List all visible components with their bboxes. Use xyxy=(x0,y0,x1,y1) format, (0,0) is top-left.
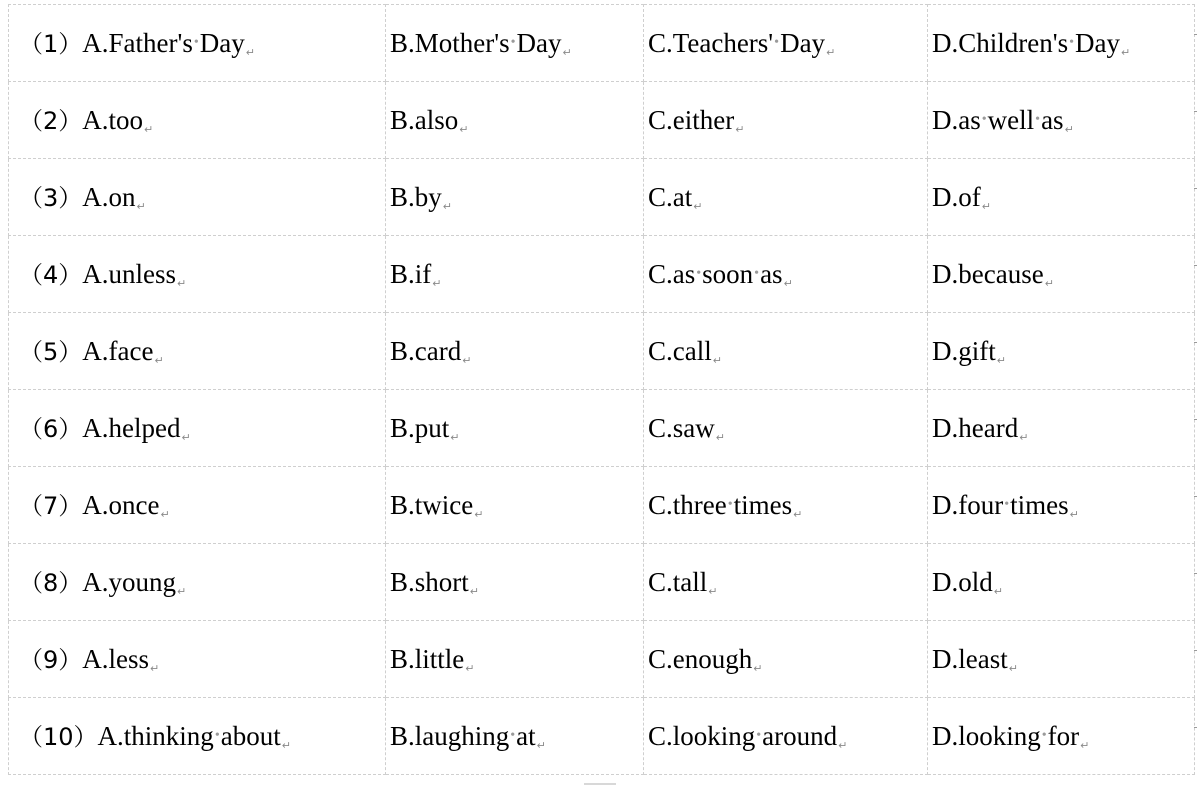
paragraph-mark-icon: ↵ xyxy=(793,507,803,521)
space-mark-icon: • xyxy=(1004,496,1010,512)
paragraph-mark-icon: ↵ xyxy=(432,276,442,290)
option-cell xyxy=(9,236,386,313)
option-text: A.helped xyxy=(82,412,181,443)
paragraph-mark-icon: ↵ xyxy=(1069,507,1079,521)
paragraph-mark-icon: ↵ xyxy=(708,584,718,598)
option-text: B.laughing•at xyxy=(390,720,536,751)
option-cell xyxy=(9,621,386,698)
option-text: D.of xyxy=(932,181,981,212)
space-mark-icon: • xyxy=(1041,727,1047,743)
paragraph-mark-icon: ↵ xyxy=(981,199,991,213)
paragraph-mark-icon: ↵ xyxy=(1008,661,1018,675)
question-row xyxy=(9,621,1195,698)
option-text: A.once xyxy=(82,489,160,520)
paragraph-mark-icon: ↵ xyxy=(177,584,187,598)
option-cell xyxy=(928,698,1195,775)
paragraph-mark-icon: ↵ xyxy=(154,353,164,367)
option-cell xyxy=(644,5,928,82)
option-cell xyxy=(9,467,386,544)
option-text: B.also xyxy=(390,104,459,135)
option-text: B.short xyxy=(390,566,469,597)
paragraph-mark-icon: ↵ xyxy=(826,45,836,59)
paragraph-mark-icon: ↵ xyxy=(150,661,160,675)
option-text: B.Mother's•Day xyxy=(390,27,562,58)
option-text: C.tall xyxy=(648,566,708,597)
option-text: D.looking•for xyxy=(932,720,1080,751)
option-cell xyxy=(9,159,386,236)
question-row xyxy=(9,698,1195,775)
space-mark-icon: • xyxy=(756,727,762,743)
question-row xyxy=(9,467,1195,544)
option-text: B.little xyxy=(390,643,465,674)
paragraph-mark-icon: ↵ xyxy=(245,45,255,59)
option-cell xyxy=(386,313,644,390)
option-cell xyxy=(9,544,386,621)
paragraph-mark-icon: ↵ xyxy=(715,430,725,444)
paragraph-mark-icon: ↵ xyxy=(1064,122,1074,136)
paragraph-mark-icon: ↵ xyxy=(536,738,546,752)
space-mark-icon: • xyxy=(510,727,516,743)
paragraph-mark-icon: ↵ xyxy=(693,199,703,213)
space-mark-icon: • xyxy=(1035,111,1041,127)
space-mark-icon: • xyxy=(981,111,987,127)
paragraph-mark-icon: ↵ xyxy=(474,507,484,521)
options-table xyxy=(8,4,1195,775)
paragraph-mark-icon: ↵ xyxy=(281,738,291,752)
paragraph-mark-icon: ↵ xyxy=(712,353,722,367)
paragraph-mark-icon: ↵ xyxy=(462,353,472,367)
question-number: （10） xyxy=(19,722,98,751)
question-number: （1） xyxy=(19,29,83,58)
option-cell xyxy=(9,5,386,82)
paragraph-mark-icon: ↵ xyxy=(442,199,452,213)
space-mark-icon: • xyxy=(727,496,733,512)
option-cell xyxy=(928,621,1195,698)
option-text: A.unless xyxy=(82,258,177,289)
paragraph-mark-icon: ↵ xyxy=(160,507,170,521)
question-row xyxy=(9,313,1195,390)
paragraph-mark-icon: ↵ xyxy=(735,122,745,136)
question-number: （5） xyxy=(19,337,83,366)
option-text: C.saw xyxy=(648,412,715,443)
option-cell xyxy=(9,390,386,467)
option-text: D.gift xyxy=(932,335,996,366)
question-number: （9） xyxy=(19,645,83,674)
space-mark-icon: • xyxy=(193,34,199,50)
question-row xyxy=(9,159,1195,236)
option-text: D.because xyxy=(932,258,1044,289)
paragraph-mark-icon: ↵ xyxy=(783,276,793,290)
option-text: D.heard xyxy=(932,412,1019,443)
option-text: B.twice xyxy=(390,489,474,520)
option-text: D.old xyxy=(932,566,993,597)
option-text: C.at xyxy=(648,181,693,212)
option-text: D.four•times xyxy=(932,489,1069,520)
question-number: （2） xyxy=(19,106,83,135)
option-cell xyxy=(928,159,1195,236)
space-mark-icon: • xyxy=(510,34,516,50)
option-cell xyxy=(386,390,644,467)
option-cell xyxy=(386,621,644,698)
option-text: A.thinking•about xyxy=(97,720,281,751)
option-cell xyxy=(644,467,928,544)
option-cell xyxy=(928,5,1195,82)
option-cell xyxy=(386,82,644,159)
paragraph-mark-icon: ↵ xyxy=(993,584,1003,598)
option-cell xyxy=(9,313,386,390)
question-row xyxy=(9,390,1195,467)
option-text: C.Teachers'•Day xyxy=(648,27,826,58)
question-number: （6） xyxy=(19,414,83,443)
document-page xyxy=(8,4,1194,775)
option-cell xyxy=(386,698,644,775)
option-cell xyxy=(928,236,1195,313)
option-cell xyxy=(386,467,644,544)
question-row xyxy=(9,236,1195,313)
question-number: （3） xyxy=(19,183,83,212)
option-text: A.less xyxy=(82,643,150,674)
paragraph-mark-icon: ↵ xyxy=(1121,45,1131,59)
option-cell xyxy=(644,544,928,621)
option-text: C.call xyxy=(648,335,712,366)
question-number: （4） xyxy=(19,260,83,289)
space-mark-icon: • xyxy=(774,34,780,50)
option-cell xyxy=(386,159,644,236)
option-cell xyxy=(928,544,1195,621)
option-text: A.face xyxy=(82,335,154,366)
option-text: D.least xyxy=(932,643,1008,674)
option-text: A.on xyxy=(82,181,136,212)
option-cell xyxy=(928,313,1195,390)
option-text: C.either xyxy=(648,104,735,135)
option-text: B.by xyxy=(390,181,442,212)
option-cell xyxy=(644,82,928,159)
option-cell xyxy=(928,467,1195,544)
option-cell xyxy=(928,82,1195,159)
option-text: B.card xyxy=(390,335,462,366)
paragraph-mark-icon: ↵ xyxy=(136,199,146,213)
paragraph-mark-icon: ↵ xyxy=(1044,276,1054,290)
option-text: C.as•soon•as xyxy=(648,258,783,289)
option-text: C.looking•around xyxy=(648,720,838,751)
option-text: D.as•well•as xyxy=(932,104,1064,135)
space-mark-icon: • xyxy=(214,727,220,743)
options-table-body xyxy=(9,5,1195,775)
option-text: A.Father's•Day xyxy=(82,27,245,58)
question-row xyxy=(9,5,1195,82)
question-row xyxy=(9,82,1195,159)
option-cell xyxy=(644,159,928,236)
option-text: B.put xyxy=(390,412,450,443)
option-cell xyxy=(928,390,1195,467)
space-mark-icon: • xyxy=(696,265,702,281)
question-number: （7） xyxy=(19,491,83,520)
paragraph-mark-icon: ↵ xyxy=(459,122,469,136)
option-text: A.too xyxy=(82,104,144,135)
question-number: （8） xyxy=(19,568,83,597)
paragraph-mark-icon: ↵ xyxy=(996,353,1006,367)
option-text: C.enough xyxy=(648,643,753,674)
option-text: D.Children's•Day xyxy=(932,27,1120,58)
paragraph-mark-icon: ↵ xyxy=(1080,738,1090,752)
option-cell xyxy=(644,313,928,390)
paragraph-mark-icon: ↵ xyxy=(144,122,154,136)
option-cell xyxy=(386,544,644,621)
option-text: B.if xyxy=(390,258,432,289)
option-cell xyxy=(386,236,644,313)
space-mark-icon: • xyxy=(754,265,760,281)
option-text: A.young xyxy=(82,566,177,597)
paragraph-mark-icon: ↵ xyxy=(177,276,187,290)
space-mark-icon: • xyxy=(1069,34,1075,50)
option-cell xyxy=(644,236,928,313)
option-cell xyxy=(644,390,928,467)
paragraph-mark-icon: ↵ xyxy=(450,430,460,444)
paragraph-mark-icon: ↵ xyxy=(562,45,572,59)
option-cell xyxy=(9,82,386,159)
paragraph-mark-icon: ↵ xyxy=(465,661,475,675)
option-cell xyxy=(386,5,644,82)
option-text: C.three•times xyxy=(648,489,793,520)
question-row xyxy=(9,544,1195,621)
paragraph-mark-icon: ↵ xyxy=(181,430,191,444)
paragraph-mark-icon: ↵ xyxy=(1019,430,1029,444)
option-cell xyxy=(644,621,928,698)
paragraph-mark-icon: ↵ xyxy=(753,661,763,675)
paragraph-mark-icon: ↵ xyxy=(838,738,848,752)
option-cell xyxy=(644,698,928,775)
option-cell xyxy=(9,698,386,775)
paragraph-mark-icon: ↵ xyxy=(469,584,479,598)
